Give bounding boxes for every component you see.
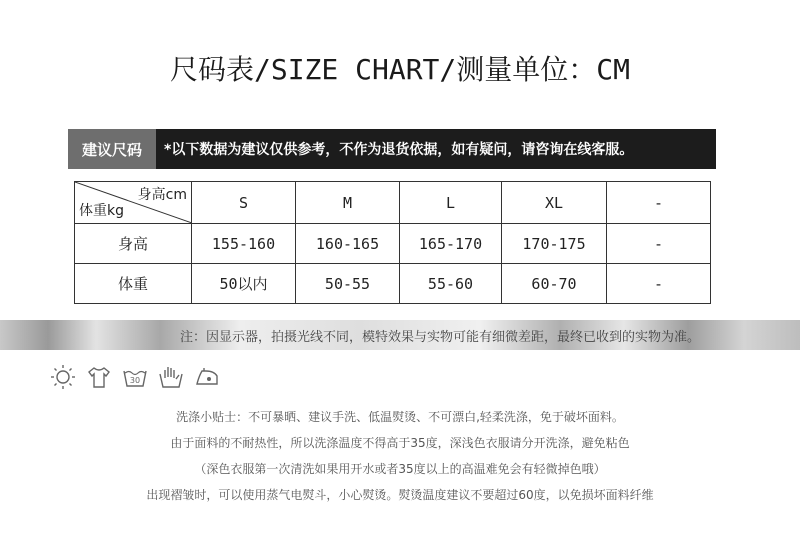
corner-weight-label: 体重kg: [79, 203, 124, 219]
iron-icon: [194, 364, 220, 390]
size-header-cell: L: [400, 182, 502, 224]
table-cell: 60-70: [502, 264, 607, 304]
wash-30-icon: [122, 364, 148, 390]
table-cell: 165-170: [400, 224, 502, 264]
wash-temp-label: 30: [129, 376, 141, 385]
care-instructions: [0, 404, 800, 508]
shirt-icon: [86, 364, 112, 390]
table-cell: 50-55: [296, 264, 400, 304]
table-cell: -: [607, 224, 711, 264]
disclaimer-text: 注：因显示器，拍摄光线不同，模特效果与实物可能有细微差距，最终已收到的实物为准。: [179, 329, 700, 345]
hand-wash-icon: [158, 364, 184, 390]
size-header-cell: S: [192, 182, 296, 224]
row-label-height: 身高: [75, 224, 192, 264]
corner-height-label: 身高cm: [137, 187, 187, 203]
size-header-cell: XL: [502, 182, 607, 224]
table-cell: 55-60: [400, 264, 502, 304]
care-icons: [50, 364, 220, 390]
care-line: 由于面料的不耐热性，所以洗涤温度不得高于35度，深浅色衣服请分开洗涤，避免粘色: [170, 436, 630, 450]
size-header-cell: M: [296, 182, 400, 224]
care-line: 出现褶皱时，可以使用蒸气电熨斗，小心熨烫。熨烫温度建议不要超过60度，以免损坏面料纤维: [146, 488, 654, 502]
recommend-size-tag: 建议尺码: [68, 129, 156, 169]
care-line: 洗涤小贴士：不可暴晒、建议手洗、低温熨烫、不可漂白,轻柔洗涤，免于破坏面料。: [176, 410, 624, 424]
size-header-row: [75, 182, 711, 224]
sun-icon: [50, 364, 76, 390]
table-cell: 155-160: [192, 224, 296, 264]
care-line: （深色衣服第一次清洗如果用开水或者35度以上的高温难免会有轻微掉色哦）: [194, 462, 606, 476]
disclaimer-strip: [0, 320, 800, 350]
table-row: [75, 264, 711, 304]
page-title: 尺码表/SIZE CHART/测量单位：CM: [169, 53, 630, 86]
table-cell: 50以内: [192, 264, 296, 304]
size-header-cell: -: [607, 182, 711, 224]
corner-cell: [75, 182, 192, 224]
table-row: [75, 224, 711, 264]
recommend-banner: [68, 129, 716, 169]
table-cell: 170-175: [502, 224, 607, 264]
banner-note: *以下数据为建议仅供参考，不作为退货依据，如有疑问，请咨询在线客服。: [164, 142, 634, 158]
row-label-weight: 体重: [75, 264, 192, 304]
table-cell: -: [607, 264, 711, 304]
size-chart-table: [74, 181, 711, 304]
table-cell: 160-165: [296, 224, 400, 264]
